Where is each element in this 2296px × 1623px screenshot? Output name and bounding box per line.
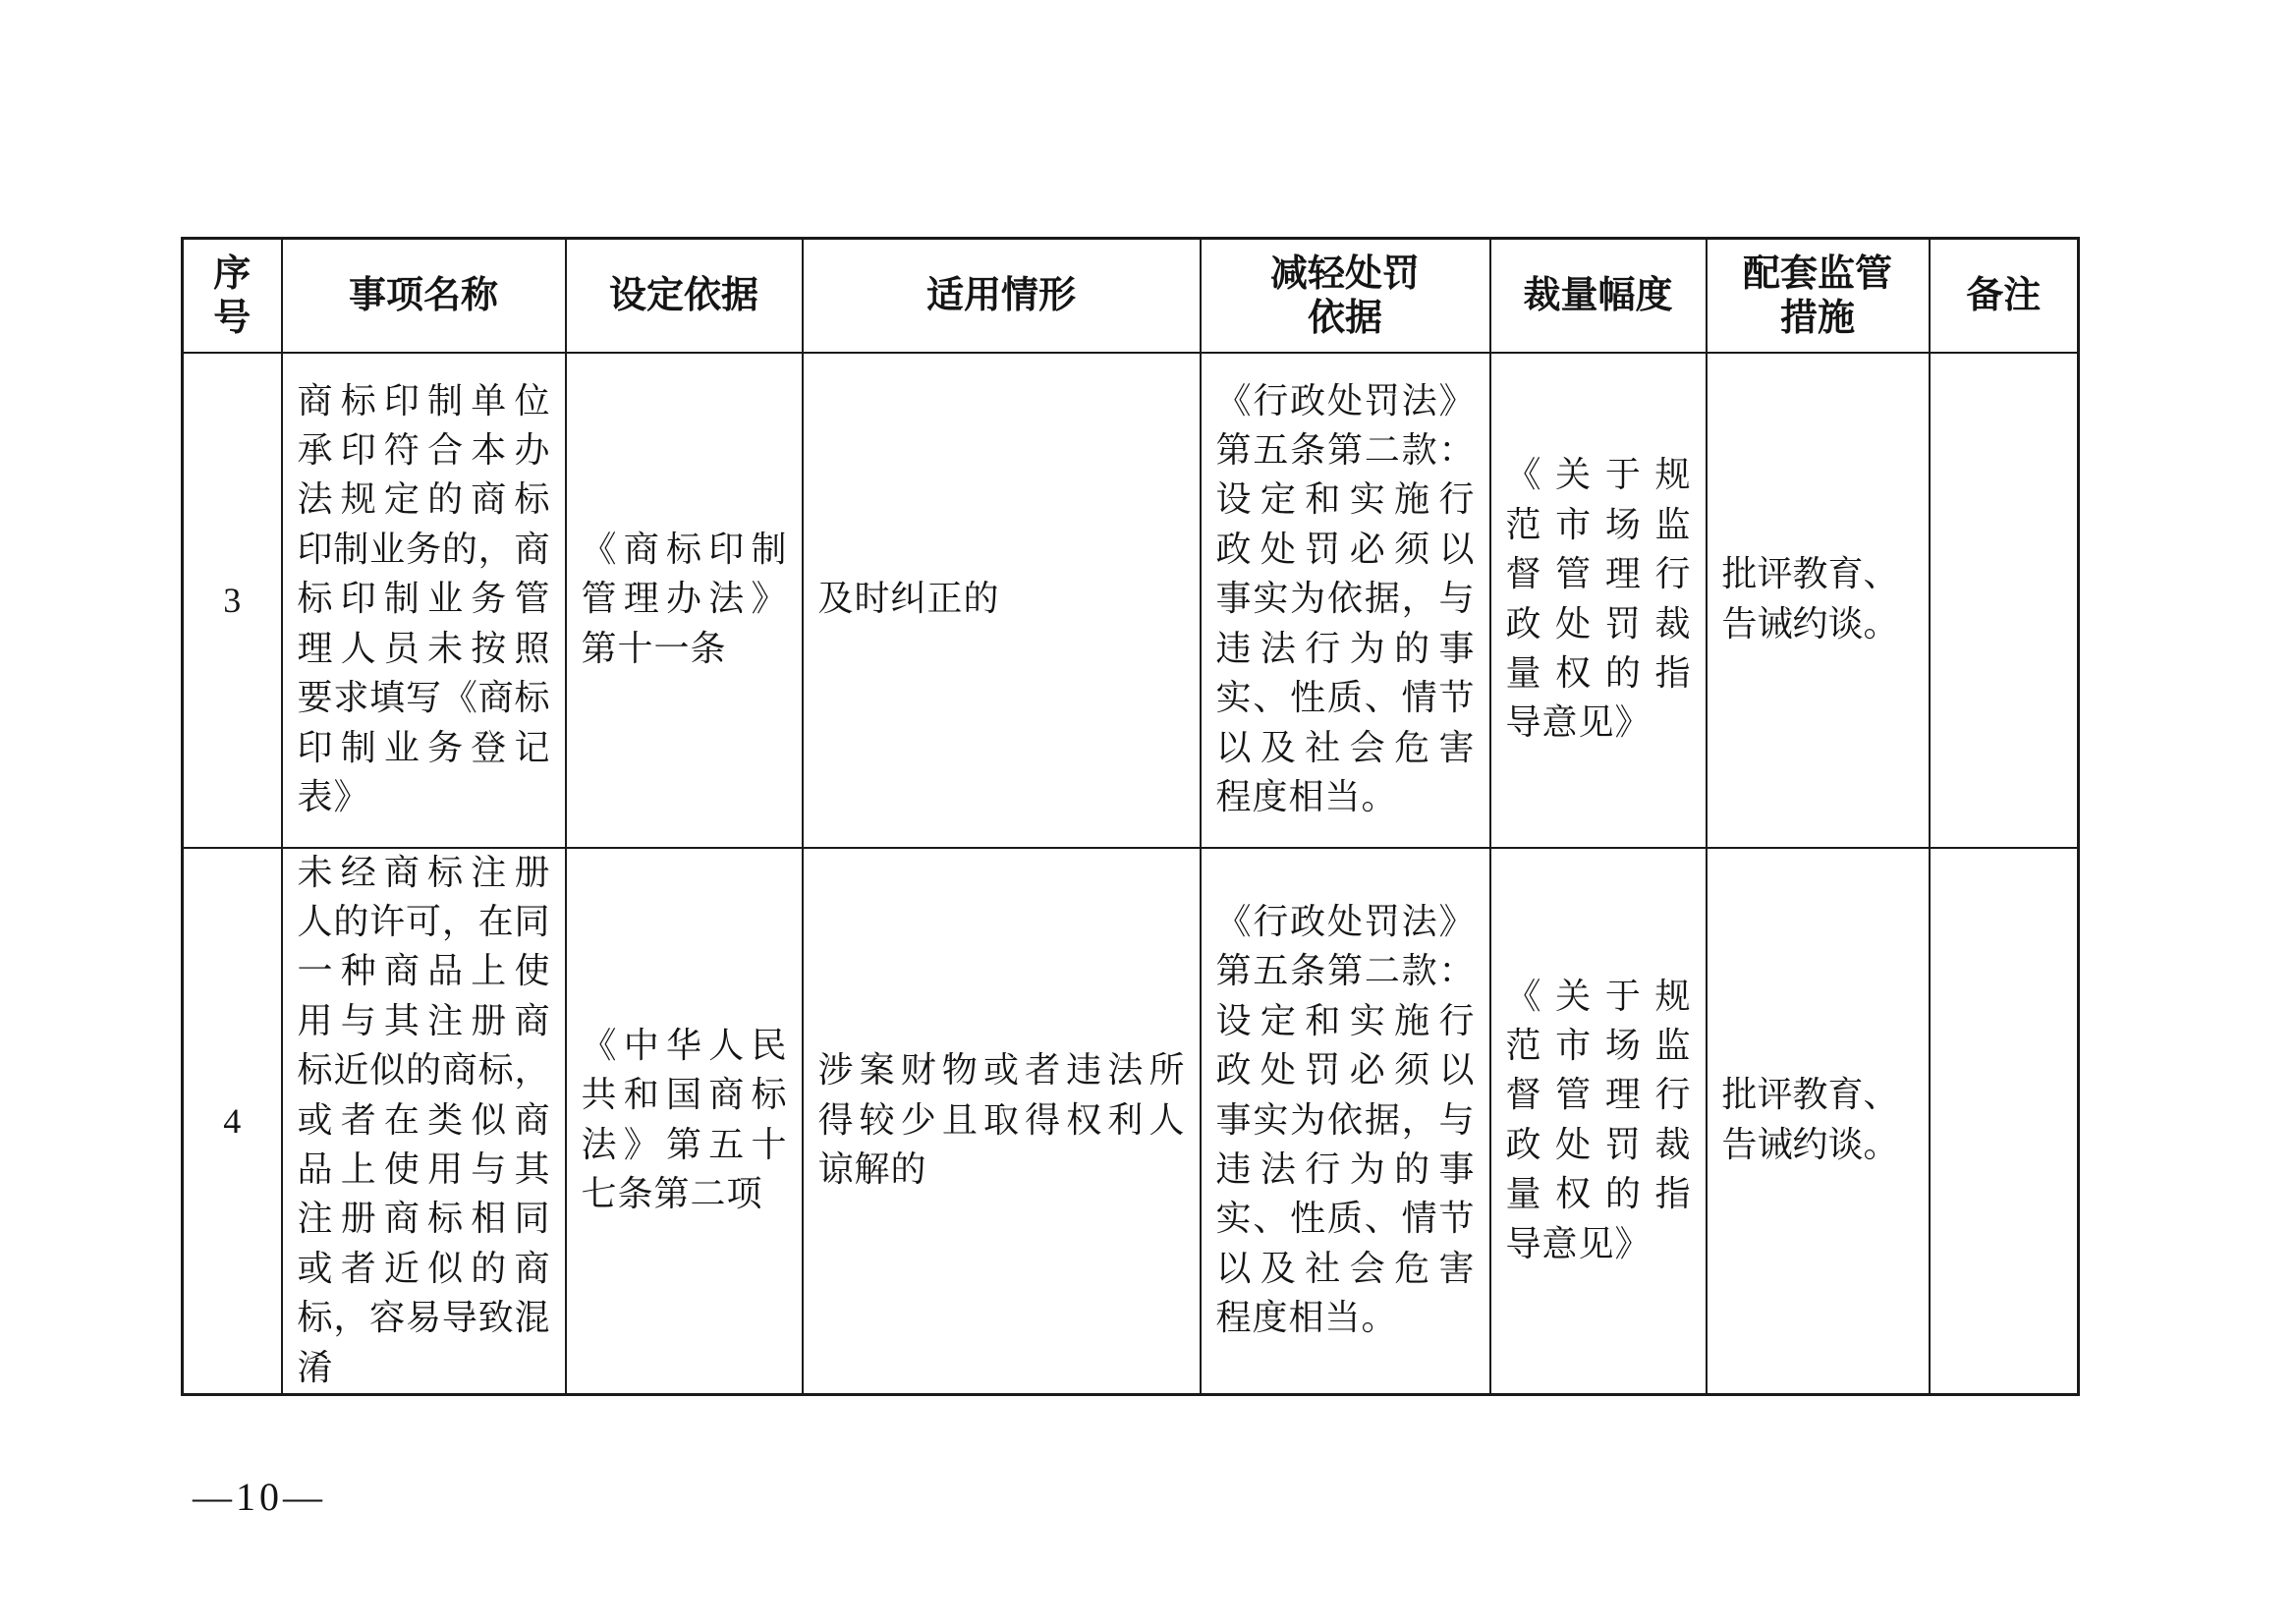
mitigation-basis-line: 以及社会危害 xyxy=(1215,727,1475,768)
header-label-line: 依据 xyxy=(1307,295,1382,339)
cell-serial-number: 4 xyxy=(183,848,282,1395)
item-name-line: 未经商标注册 xyxy=(297,852,550,893)
applicable-situation-line: 及时纠正的 xyxy=(817,579,1000,620)
cell-legal-basis xyxy=(566,848,803,1395)
supporting-measures-line: 批评教育、 xyxy=(1721,554,1899,595)
header-label-line: 备注 xyxy=(1966,273,2042,317)
legal-basis-line: 七条第二项 xyxy=(581,1174,763,1215)
item-name-line: 或者近似的商 xyxy=(297,1248,550,1289)
discretion-range-line: 导意见》 xyxy=(1505,1223,1652,1264)
applicable-situation-line: 涉案财物或者违法所 xyxy=(817,1050,1185,1091)
supporting-measures-line: 告诫约谈。 xyxy=(1721,1124,1899,1165)
item-name-line: 人的许可，在同 xyxy=(297,901,550,942)
item-name-line: 商标印制单位 xyxy=(297,380,550,421)
item-name-line: 或者在类似商 xyxy=(297,1099,550,1141)
mitigation-basis-line: 《行政处罚法》 xyxy=(1215,380,1475,421)
item-name-line: 标，容易导致混 xyxy=(297,1298,550,1339)
mitigation-basis-line: 政处罚必须以 xyxy=(1215,529,1475,570)
table-header-row xyxy=(183,239,2079,353)
cell-remarks xyxy=(1930,848,2079,1395)
mitigation-basis-line: 实、性质、情节 xyxy=(1215,1199,1475,1240)
header-discretion-range xyxy=(1490,239,1707,353)
item-name-line: 要求填写《商标 xyxy=(297,678,550,719)
mitigation-basis-line: 设定和实施行 xyxy=(1215,479,1475,521)
discretion-range-line: 范市场监 xyxy=(1505,504,1691,545)
cell-supporting-measures xyxy=(1707,848,1930,1395)
cell-legal-basis xyxy=(566,353,803,848)
mitigation-basis-line: 违法行为的事 xyxy=(1215,628,1475,669)
mitigation-basis-line: 事实为依据，与 xyxy=(1215,579,1475,620)
discretion-range-line: 量权的指 xyxy=(1505,1174,1691,1215)
header-label-line: 减轻处罚 xyxy=(1269,251,1420,295)
discretion-range-line: 督管理行 xyxy=(1505,554,1691,595)
discretion-range-line: 政处罚裁 xyxy=(1505,603,1691,644)
header-legal-basis xyxy=(566,239,803,353)
discretion-range-line: 督管理行 xyxy=(1505,1075,1691,1116)
applicable-situation-line: 得较少且取得权利人 xyxy=(817,1099,1185,1141)
cell-discretion-range xyxy=(1490,353,1707,848)
table-row xyxy=(183,353,2079,848)
cell-serial-number: 3 xyxy=(183,353,282,848)
mitigation-basis-line: 事实为依据，与 xyxy=(1215,1099,1475,1141)
item-name-line: 标近似的商标， xyxy=(297,1050,550,1091)
mitigation-basis-line: 政处罚必须以 xyxy=(1215,1050,1475,1091)
cell-item-name xyxy=(282,353,566,848)
item-name-line: 承印符合本办 xyxy=(297,430,550,472)
item-name-line: 印制业务登记 xyxy=(297,727,550,768)
header-applicable-situation xyxy=(803,239,1201,353)
legal-basis-line: 管理办法》 xyxy=(581,579,787,620)
item-name-line: 法规定的商标 xyxy=(297,479,550,521)
mitigation-basis-line: 程度相当。 xyxy=(1215,776,1398,817)
item-name-line: 淆 xyxy=(297,1347,334,1388)
mitigation-basis-line: 《行政处罚法》 xyxy=(1215,901,1475,942)
page-number: —10— xyxy=(193,1475,326,1519)
header-label-line: 配套监管 xyxy=(1742,251,1892,295)
discretion-range-line: 《关于规 xyxy=(1505,976,1691,1017)
mitigation-basis-line: 实、性质、情节 xyxy=(1215,678,1475,719)
item-name-line: 标印制业务管 xyxy=(297,579,550,620)
cell-remarks xyxy=(1930,353,2079,848)
legal-basis-line: 共和国商标 xyxy=(581,1075,787,1116)
header-label-line: 措施 xyxy=(1779,295,1855,339)
item-name-line: 表》 xyxy=(297,776,370,817)
header-serial-number xyxy=(183,239,282,353)
legal-basis-line: 《商标印制 xyxy=(581,529,787,570)
header-label-line: 事项名称 xyxy=(348,273,498,317)
header-label-line: 适用情形 xyxy=(925,273,1076,317)
item-name-line: 理人员未按照 xyxy=(297,628,550,669)
item-name-line: 一种商品上使 xyxy=(297,951,550,992)
discretion-range-line: 《关于规 xyxy=(1505,455,1691,496)
header-label-line: 裁量幅度 xyxy=(1523,273,1673,317)
item-name-line: 注册商标相同 xyxy=(297,1199,550,1240)
supporting-measures-line: 批评教育、 xyxy=(1721,1075,1899,1116)
cell-supporting-measures xyxy=(1707,353,1930,848)
applicable-situation-line: 谅解的 xyxy=(817,1148,927,1190)
cell-applicable-situation xyxy=(803,848,1201,1395)
cell-mitigation-basis xyxy=(1201,848,1490,1395)
cell-item-name xyxy=(282,848,566,1395)
mitigation-basis-line: 违法行为的事 xyxy=(1215,1148,1475,1190)
legal-basis-line: 《中华人民 xyxy=(581,1025,787,1066)
table-row xyxy=(183,848,2079,1395)
item-name-line: 印制业务的，商 xyxy=(297,529,550,570)
discretion-range-line: 导意见》 xyxy=(1505,702,1652,744)
legal-basis-line: 第十一条 xyxy=(581,628,727,669)
cell-applicable-situation xyxy=(803,353,1201,848)
penalty-discretion-table xyxy=(181,237,2080,1396)
header-remarks xyxy=(1930,239,2079,353)
mitigation-basis-line: 第五条第二款： xyxy=(1215,951,1475,992)
mitigation-basis-line: 第五条第二款： xyxy=(1215,430,1475,472)
header-label-line: 设定依据 xyxy=(608,273,758,317)
cell-discretion-range xyxy=(1490,848,1707,1395)
header-item-name xyxy=(282,239,566,353)
discretion-range-line: 政处罚裁 xyxy=(1505,1124,1691,1165)
item-name-line: 品上使用与其 xyxy=(297,1148,550,1190)
mitigation-basis-line: 以及社会危害 xyxy=(1215,1248,1475,1289)
legal-basis-line: 法》第五十 xyxy=(581,1124,787,1165)
discretion-range-line: 量权的指 xyxy=(1505,652,1691,694)
discretion-range-line: 范市场监 xyxy=(1505,1025,1691,1066)
item-name-line: 用与其注册商 xyxy=(297,1000,550,1041)
header-mitigation-basis xyxy=(1201,239,1490,353)
header-supporting-measures xyxy=(1707,239,1930,353)
header-label-line: 号 xyxy=(213,295,252,339)
mitigation-basis-line: 设定和实施行 xyxy=(1215,1000,1475,1041)
mitigation-basis-line: 程度相当。 xyxy=(1215,1298,1398,1339)
supporting-measures-line: 告诫约谈。 xyxy=(1721,603,1899,644)
cell-mitigation-basis xyxy=(1201,353,1490,848)
header-label-line: 序 xyxy=(213,251,252,295)
